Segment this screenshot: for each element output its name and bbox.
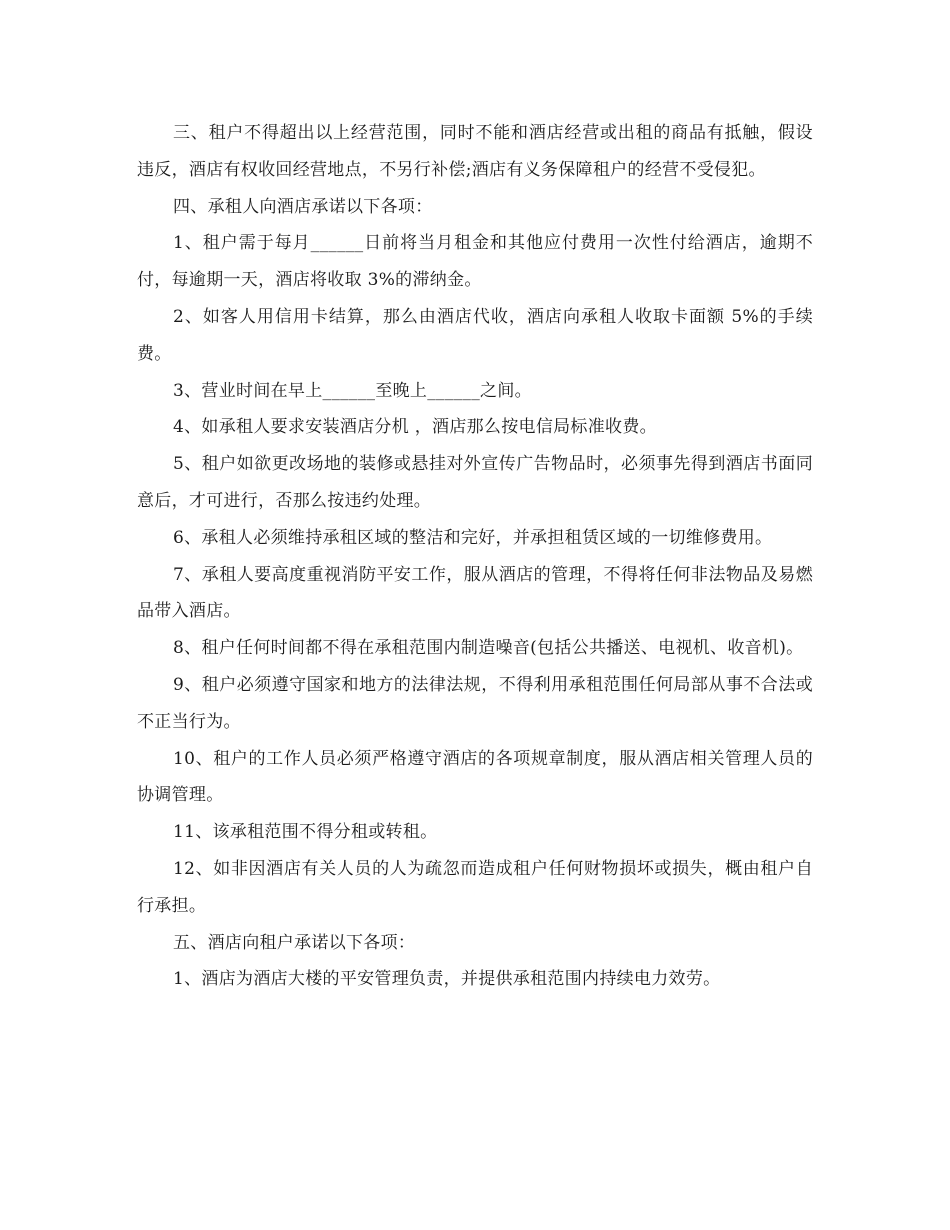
paragraph-item-4-4: 4、如承租人要求安装酒店分机 ，酒店那么按电信局标准收费。 xyxy=(173,417,657,438)
paragraph-item-4-1: 1、租户需于每月______日前将当月租金和其他应付费用一次性付给酒店，逾期不付，每逾期一天，酒店将收取 3%的滞纳金。 xyxy=(137,233,813,291)
paragraph-item-4-2: 2、如客人用信用卡结算，那么由酒店代收，酒店向承租人收取卡面额 5%的手续费。 xyxy=(137,306,813,364)
paragraph-item-4-9: 9、租户必须遵守国家和地方的法律法规，不得利用承租范围任何局部从事不合法或不正当行为。 xyxy=(137,674,813,732)
paragraph-item-4-5: 5、租户如欲更改场地的装修或悬挂对外宣传广告物品时，必须事先得到酒店书面同意后，才可进行，否那么按违约处理。 xyxy=(137,454,813,511)
document-body xyxy=(137,115,813,998)
paragraph-item-4-10: 10、租户的工作人员必须严格遵守酒店的各项规章制度，服从酒店相关管理人员的协调管理。 xyxy=(137,748,813,806)
paragraph-section-3: 三、租户不得超出以上经营范围，同时不能和酒店经营或出租的商品有抵触，假设违反，酒店有权收回经营地点，不另行补偿;酒店有义务保障租户的经营不受侵犯。 xyxy=(137,123,813,180)
paragraph-item-4-8: 8、租户任何时间都不得在承租范围内制造噪音(包括公共播送、电视机、收音机)。 xyxy=(173,638,804,659)
paragraph-item-4-6: 6、承租人必须维持承租区域的整洁和完好，并承担租赁区域的一切维修费用。 xyxy=(173,527,773,548)
paragraph-item-4-11: 11、该承租范围不得分租或转租。 xyxy=(173,822,438,843)
paragraph-item-4-7: 7、承租人要高度重视消防平安工作，服从酒店的管理，不得将任何非法物品及易燃品带入酒店。 xyxy=(137,564,813,622)
paragraph-section-5-heading: 五、酒店向租户承诺以下各项： xyxy=(173,932,416,953)
paragraph-item-4-12: 12、如非因酒店有关人员的人为疏忽而造成租户任何财物损坏或损失，概由租户自行承担。 xyxy=(137,858,813,916)
paragraph-section-4-heading: 四、承租人向酒店承诺以下各项： xyxy=(173,196,433,217)
paragraph-item-4-3: 3、营业时间在早上______至晚上______之间。 xyxy=(173,380,532,401)
paragraph-item-5-1: 1、酒店为酒店大楼的平安管理负责，并提供承租范围内持续电力效劳。 xyxy=(173,969,721,990)
